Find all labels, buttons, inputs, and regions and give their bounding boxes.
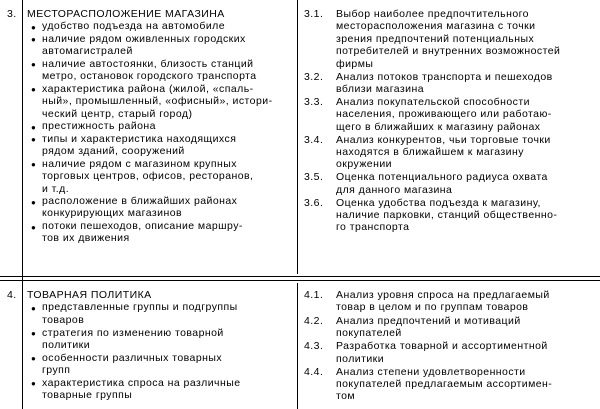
task-line: товар в целом и по группам товаров — [336, 301, 529, 314]
factor-line: удобство подъезда на автомобиле — [42, 20, 225, 33]
task-code: 3.3. — [304, 95, 324, 108]
factor-line: политики — [42, 338, 91, 351]
bullet-icon: ● — [31, 329, 37, 338]
table-column-divider — [297, 0, 298, 274]
bullet-icon: ● — [31, 35, 37, 45]
bullet-icon: ● — [31, 354, 37, 364]
factor-line: рядом зданий, сооружений — [42, 145, 185, 158]
factor-line: стратегия по изменению товарной — [42, 326, 224, 339]
row-heading: ТОВАРНАЯ ПОЛИТИКА — [27, 289, 152, 301]
factor-line: и т.д. — [42, 182, 70, 195]
factor-line: характеристика спроса на различные — [42, 376, 241, 389]
row-number: 4. — [7, 289, 17, 301]
table-row-divider — [0, 280, 600, 281]
factor-line: наличие автостоянки, близость станций — [42, 57, 254, 70]
factor-line: особенности различных товарных — [42, 351, 223, 364]
task-code: 4.2. — [304, 314, 324, 327]
task-line: политики — [336, 352, 385, 365]
factor-line: конкурирующих магазинов — [42, 207, 183, 220]
factor-line: автомагистралей — [42, 45, 133, 58]
bullet-icon: ● — [31, 85, 37, 95]
bullet-icon: ● — [31, 197, 37, 207]
table-column-divider — [297, 283, 298, 409]
factor-line: наличие рядом с магазином крупных — [42, 157, 237, 170]
task-line: Выбор наиболее предпочтительного — [336, 8, 529, 20]
factor-line: ный», промышленный, «офисный», истори- — [42, 95, 273, 108]
task-code: 4.4. — [304, 365, 324, 378]
factor-line: представленные группы и подгруппы — [42, 301, 238, 314]
table-row-divider — [0, 276, 600, 277]
factor-line: потоки пешеходов, описание маршру- — [42, 220, 243, 232]
task-line: покупателей предлагаемым ассортимен- — [336, 378, 553, 391]
task-code: 4.3. — [304, 340, 324, 353]
bullet-icon: ● — [31, 22, 37, 32]
task-line: щего в ближайших к магазину районах — [336, 120, 541, 133]
factor-line: тов их движения — [42, 232, 130, 245]
task-line: находятся в ближайшем к магазину — [336, 145, 524, 158]
factor-line: расположение в ближайших районах — [42, 195, 238, 208]
task-line: Анализ потоков транспорта и пешеходов — [336, 70, 553, 83]
bullet-icon: ● — [31, 60, 37, 70]
factor-line: групп — [42, 364, 71, 376]
factor-line: типы и характеристика находящихся — [42, 132, 237, 145]
task-line: окружении — [336, 158, 392, 171]
task-line: вблизи магазина — [336, 82, 425, 95]
task-line: Анализ конкурентов, чьи торговые точки — [336, 133, 551, 146]
task-code: 3.1. — [304, 8, 324, 20]
task-code: 3.5. — [304, 171, 324, 184]
bullet-icon: ● — [31, 222, 37, 232]
task-line: Оценка потенциального радиуса охвата — [336, 171, 548, 184]
factor-line: торговых центров, офисов, ресторанов, — [42, 170, 254, 183]
bullet-icon: ● — [31, 303, 37, 313]
task-line: Анализ степени удовлетворенности — [336, 365, 526, 378]
factor-line: ческий центр, старый город) — [42, 107, 193, 120]
task-line: фирмы — [336, 57, 374, 70]
factor-line: метро, остановок городского транспорта — [42, 70, 257, 83]
task-line: потребителей и внутренних возможностей — [336, 45, 561, 58]
task-line: Анализ предпочтений и мотиваций — [336, 314, 521, 327]
task-line: том — [336, 390, 356, 403]
bullet-icon: ● — [31, 379, 37, 389]
task-line: населения, проживающего или работаю- — [336, 108, 552, 121]
row-heading: МЕСТОРАСПОЛОЖЕНИЕ МАГАЗИНА — [27, 8, 225, 20]
factor-line: товаров — [42, 313, 85, 326]
task-line: Анализ уровня спроса на предлагаемый — [336, 289, 550, 301]
factor-line: товарные группы — [42, 389, 133, 402]
task-code: 3.2. — [304, 70, 324, 83]
row-number: 3. — [7, 8, 17, 20]
task-line: наличие парковки, станций общественно- — [336, 208, 558, 221]
factor-line: характеристика района (жилой, «спаль- — [42, 82, 254, 95]
task-code: 3.6. — [304, 196, 324, 209]
task-line: покупателей — [336, 326, 402, 339]
task-line: для данного магазина — [336, 183, 453, 196]
bullet-icon: ● — [31, 122, 37, 132]
task-code: 3.4. — [304, 133, 324, 146]
bullet-icon: ● — [31, 135, 37, 145]
task-line: Разработка товарной и ассортиментной — [336, 340, 548, 353]
factor-line: наличие рядом оживленных городских — [42, 32, 246, 45]
task-code: 4.1. — [304, 289, 324, 301]
task-line: Оценка удобства подъезда к магазину, — [336, 196, 541, 209]
task-line: го транспорта — [336, 221, 410, 234]
task-line: месторасположения магазина с точки — [336, 20, 536, 33]
task-line: зрения предпочтений потенциальных — [336, 32, 535, 45]
task-line: Анализ покупательской способности — [336, 95, 530, 108]
table-column-divider — [22, 0, 23, 409]
bullet-icon: ● — [31, 160, 37, 170]
factor-line: престижность района — [42, 120, 156, 133]
